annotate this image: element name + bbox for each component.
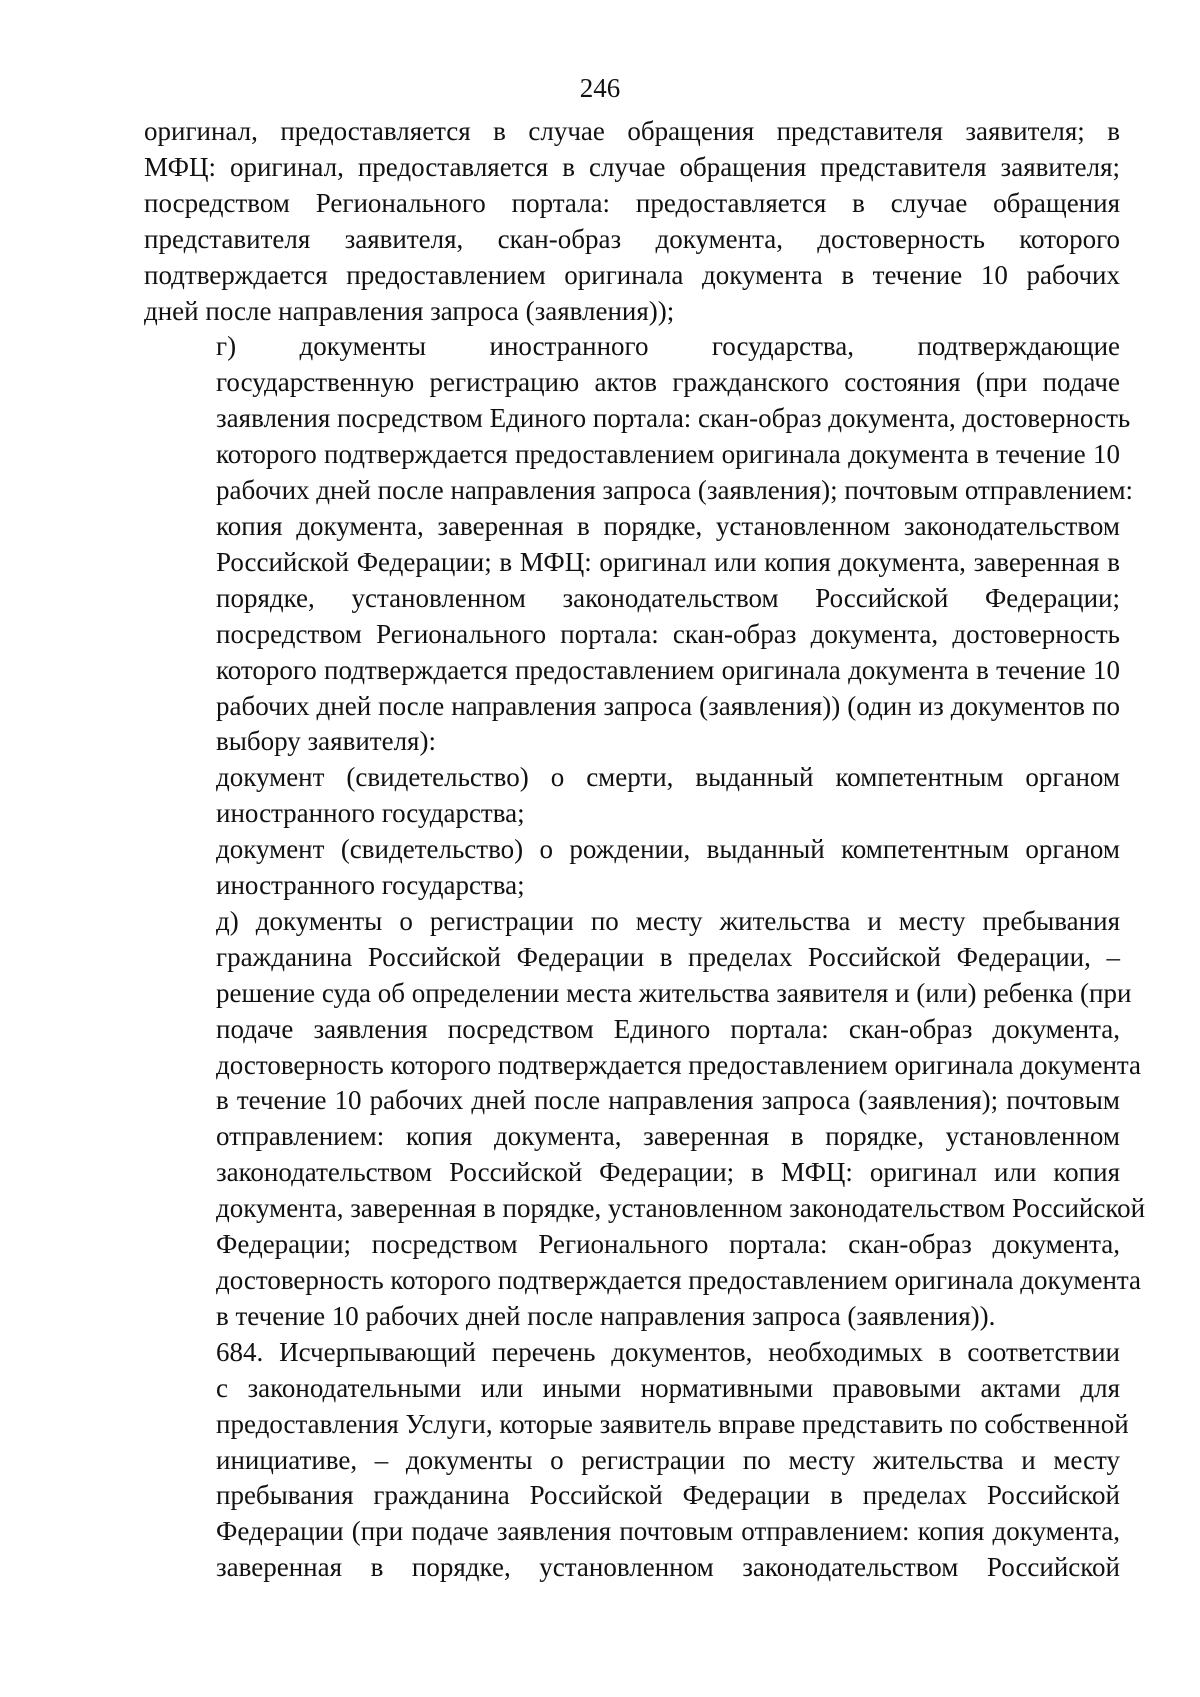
text-line: с законодательными или иными нормативными правовыми актами для <box>216 1372 1120 1403</box>
text-line: в течение 10 рабочих дней после направления запроса (заявления)). <box>216 1300 996 1331</box>
text-line: которого подтверждается предоставлением оригинала документа в течение 10 <box>216 439 1120 470</box>
text-line: заверенная в порядке, установленном законодательством Российской <box>216 1552 1120 1583</box>
text-line: заявления посредством Единого портала: скан-образ документа, достоверность <box>216 403 1131 434</box>
text-line: подаче заявления посредством Единого портала: скан-образ документа, <box>216 1013 1120 1044</box>
paragraph <box>144 1335 1129 1586</box>
text-line: г) документы иностранного государства, подтверждающие <box>216 331 1120 362</box>
text-line: посредством Регионального портала: предоставляется в случае обращения <box>144 187 1120 218</box>
text-line: документ (свидетельство) о смерти, выданный компетентным органом <box>216 762 1120 793</box>
text-line: дней после направления запроса (заявления)); <box>144 295 675 326</box>
text-line: предоставления Услуги, которые заявитель вправе представить по собственной <box>216 1408 1129 1439</box>
text-line: отправлением: копия документа, заверенная в порядке, установленном <box>216 1121 1120 1152</box>
text-line: порядке, установленном законодательством Российской Федерации; <box>216 582 1120 613</box>
text-line: решение суда об определении места жительства заявителя и (или) ребенка (при <box>216 977 1132 1008</box>
text-line: 684. Исчерпывающий перечень документов, необходимых в соответствии <box>216 1336 1120 1367</box>
text-line: законодательством Российской Федерации; в МФЦ: оригинал или копия <box>216 1157 1120 1188</box>
text-line: иностранного государства; <box>216 870 525 901</box>
text-line: копия документа, заверенная в порядке, установленном законодательством <box>216 510 1120 541</box>
text-line: выбору заявителя): <box>216 726 436 757</box>
text-line: документа, заверенная в порядке, установленном законодательством Российской <box>216 1193 1146 1224</box>
paragraph <box>144 114 1120 329</box>
text-line: оригинал, предоставляется в случае обращения представителя заявителя; в <box>144 116 1120 146</box>
text-line: иностранного государства; <box>216 798 525 829</box>
text-line: государственную регистрацию актов гражданского состояния (при подаче <box>216 367 1120 398</box>
text-line: Федерации; посредством Регионального портала: скан-образ документа, <box>216 1229 1120 1260</box>
text-line: Федерации (при подаче заявления почтовым отправлением: копия документа, <box>216 1516 1120 1547</box>
paragraph <box>144 832 1120 904</box>
text-line: пребывания гражданина Российской Федерации в пределах Российской <box>216 1480 1120 1511</box>
text-line: МФЦ: оригинал, предоставляется в случае обращения представителя заявителя; <box>144 151 1120 182</box>
document-body <box>144 114 1146 1586</box>
text-line: посредством Регионального портала: скан-образ документа, достоверность <box>216 618 1120 649</box>
text-line: рабочих дней после направления запроса (заявления)) (один из документов по <box>216 690 1120 721</box>
text-line: Российской Федерации; в МФЦ: оригинал или копия документа, заверенная в <box>216 546 1120 577</box>
text-line: достоверность которого подтверждается предоставлением оригинала документа <box>216 1265 1142 1295</box>
text-line: рабочих дней после направления запроса (заявления); почтовым отправлением: <box>216 475 1134 506</box>
text-line: инициативе, – документы о регистрации по месту жительства и месту <box>216 1444 1120 1475</box>
text-line: которого подтверждается предоставлением оригинала документа в течение 10 <box>216 654 1120 685</box>
text-line: гражданина Российской Федерации в пределах Российской Федерации, – <box>216 941 1120 972</box>
paragraph <box>144 329 1134 760</box>
text-line: достоверность которого подтверждается предоставлением оригинала документа <box>216 1049 1142 1080</box>
text-line: представителя заявителя, скан-образ документа, достоверность которого <box>144 223 1120 254</box>
page-number: 246 <box>579 73 621 103</box>
text-line: д) документы о регистрации по месту жительства и месту пребывания <box>216 905 1120 936</box>
text-line: подтверждается предоставлением оригинала документа в течение 10 рабочих <box>144 259 1120 290</box>
text-line: документ (свидетельство) о рождении, выданный компетентным органом <box>216 834 1120 865</box>
paragraph <box>144 760 1120 832</box>
text-line: в течение 10 рабочих дней после направления запроса (заявления); почтовым <box>216 1085 1120 1116</box>
paragraph <box>144 904 1146 1335</box>
